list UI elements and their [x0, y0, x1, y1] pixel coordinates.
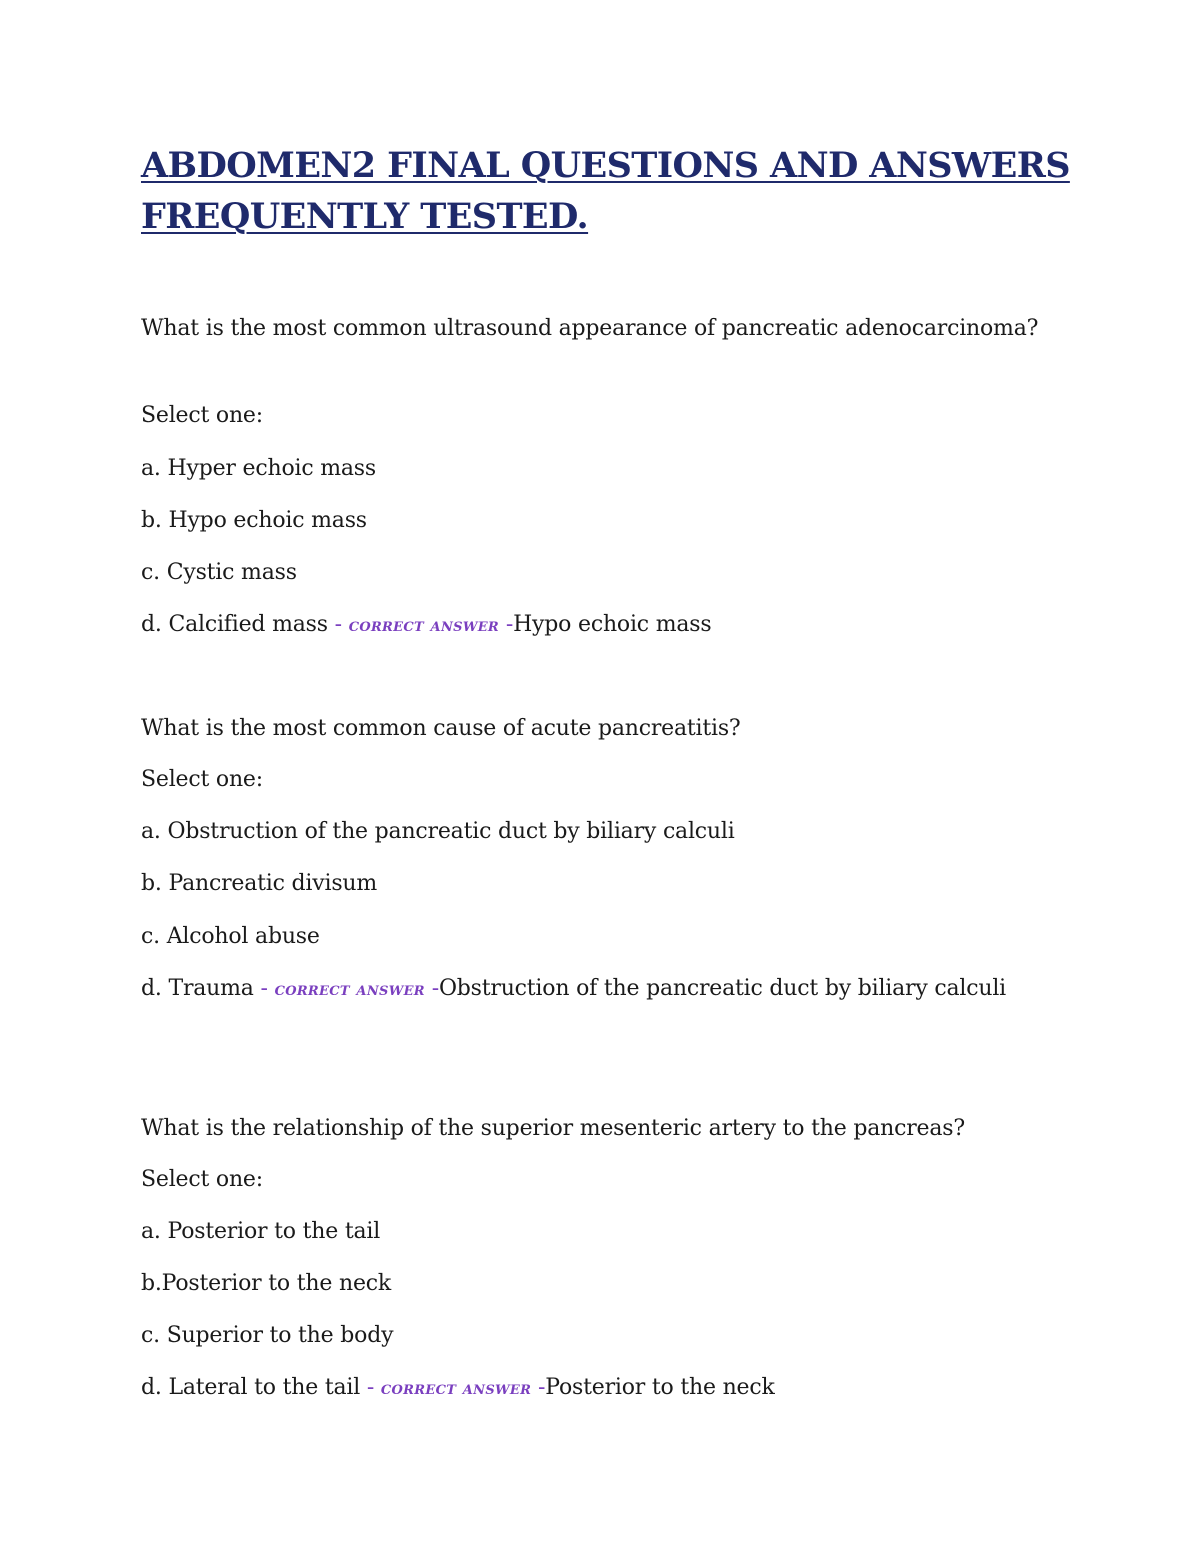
question-3-select-label: Select one:: [141, 1167, 263, 1192]
question-2-option-d: d. Trauma: [141, 976, 254, 1001]
question-2-option-b: b. Pancreatic divisum: [141, 871, 378, 896]
question-3-option-b: b.Posterior to the neck: [141, 1271, 392, 1296]
question-1-answer: Hypo echoic mass: [513, 612, 712, 637]
question-3-option-c: c. Superior to the body: [141, 1323, 394, 1348]
question-1-correct-label: correct answer: [348, 615, 500, 636]
question-3-option-d: d. Lateral to the tail: [141, 1375, 361, 1400]
question-3-correct-label: correct answer: [380, 1378, 532, 1399]
question-1-option-b: b. Hypo echoic mass: [141, 508, 367, 533]
question-2-option-c: c. Alcohol abuse: [141, 924, 320, 949]
question-1-option-c: c. Cystic mass: [141, 560, 297, 585]
document-title: ABDOMEN2 FINAL QUESTIONS AND ANSWERS FREQUENTLY TESTED.: [141, 145, 1070, 237]
question-1-select-label: Select one:: [141, 403, 263, 428]
question-3-answer: Posterior to the neck: [545, 1375, 775, 1400]
question-1-option-a: a. Hyper echoic mass: [141, 456, 376, 481]
question-3-option-a: a. Posterior to the tail: [141, 1219, 381, 1244]
question-1-option-d-line: d. Calcified mass - correct answer -Hypo echoic mass: [141, 612, 712, 637]
question-2-select-label: Select one:: [141, 767, 263, 792]
question-2-option-a: a. Obstruction of the pancreatic duct by biliary calculi: [141, 819, 735, 844]
question-1-option-d: d. Calcified mass: [141, 612, 328, 637]
question-2-answer: Obstruction of the pancreatic duct by biliary calculi: [438, 976, 1007, 1001]
question-1-text: What is the most common ultrasound appearance of pancreatic adenocarcinoma?: [141, 316, 1039, 341]
question-2-option-d-line: d. Trauma - correct answer -Obstruction of the pancreatic duct by biliary calculi: [141, 976, 1007, 1001]
question-3-text: What is the relationship of the superior mesenteric artery to the pancreas?: [141, 1116, 965, 1141]
question-2-correct-label: correct answer: [274, 979, 425, 1000]
question-2-text: What is the most common cause of acute pancreatitis?: [141, 716, 741, 741]
question-3-option-d-line: d. Lateral to the tail - correct answer -Posterior to the neck: [141, 1375, 775, 1400]
